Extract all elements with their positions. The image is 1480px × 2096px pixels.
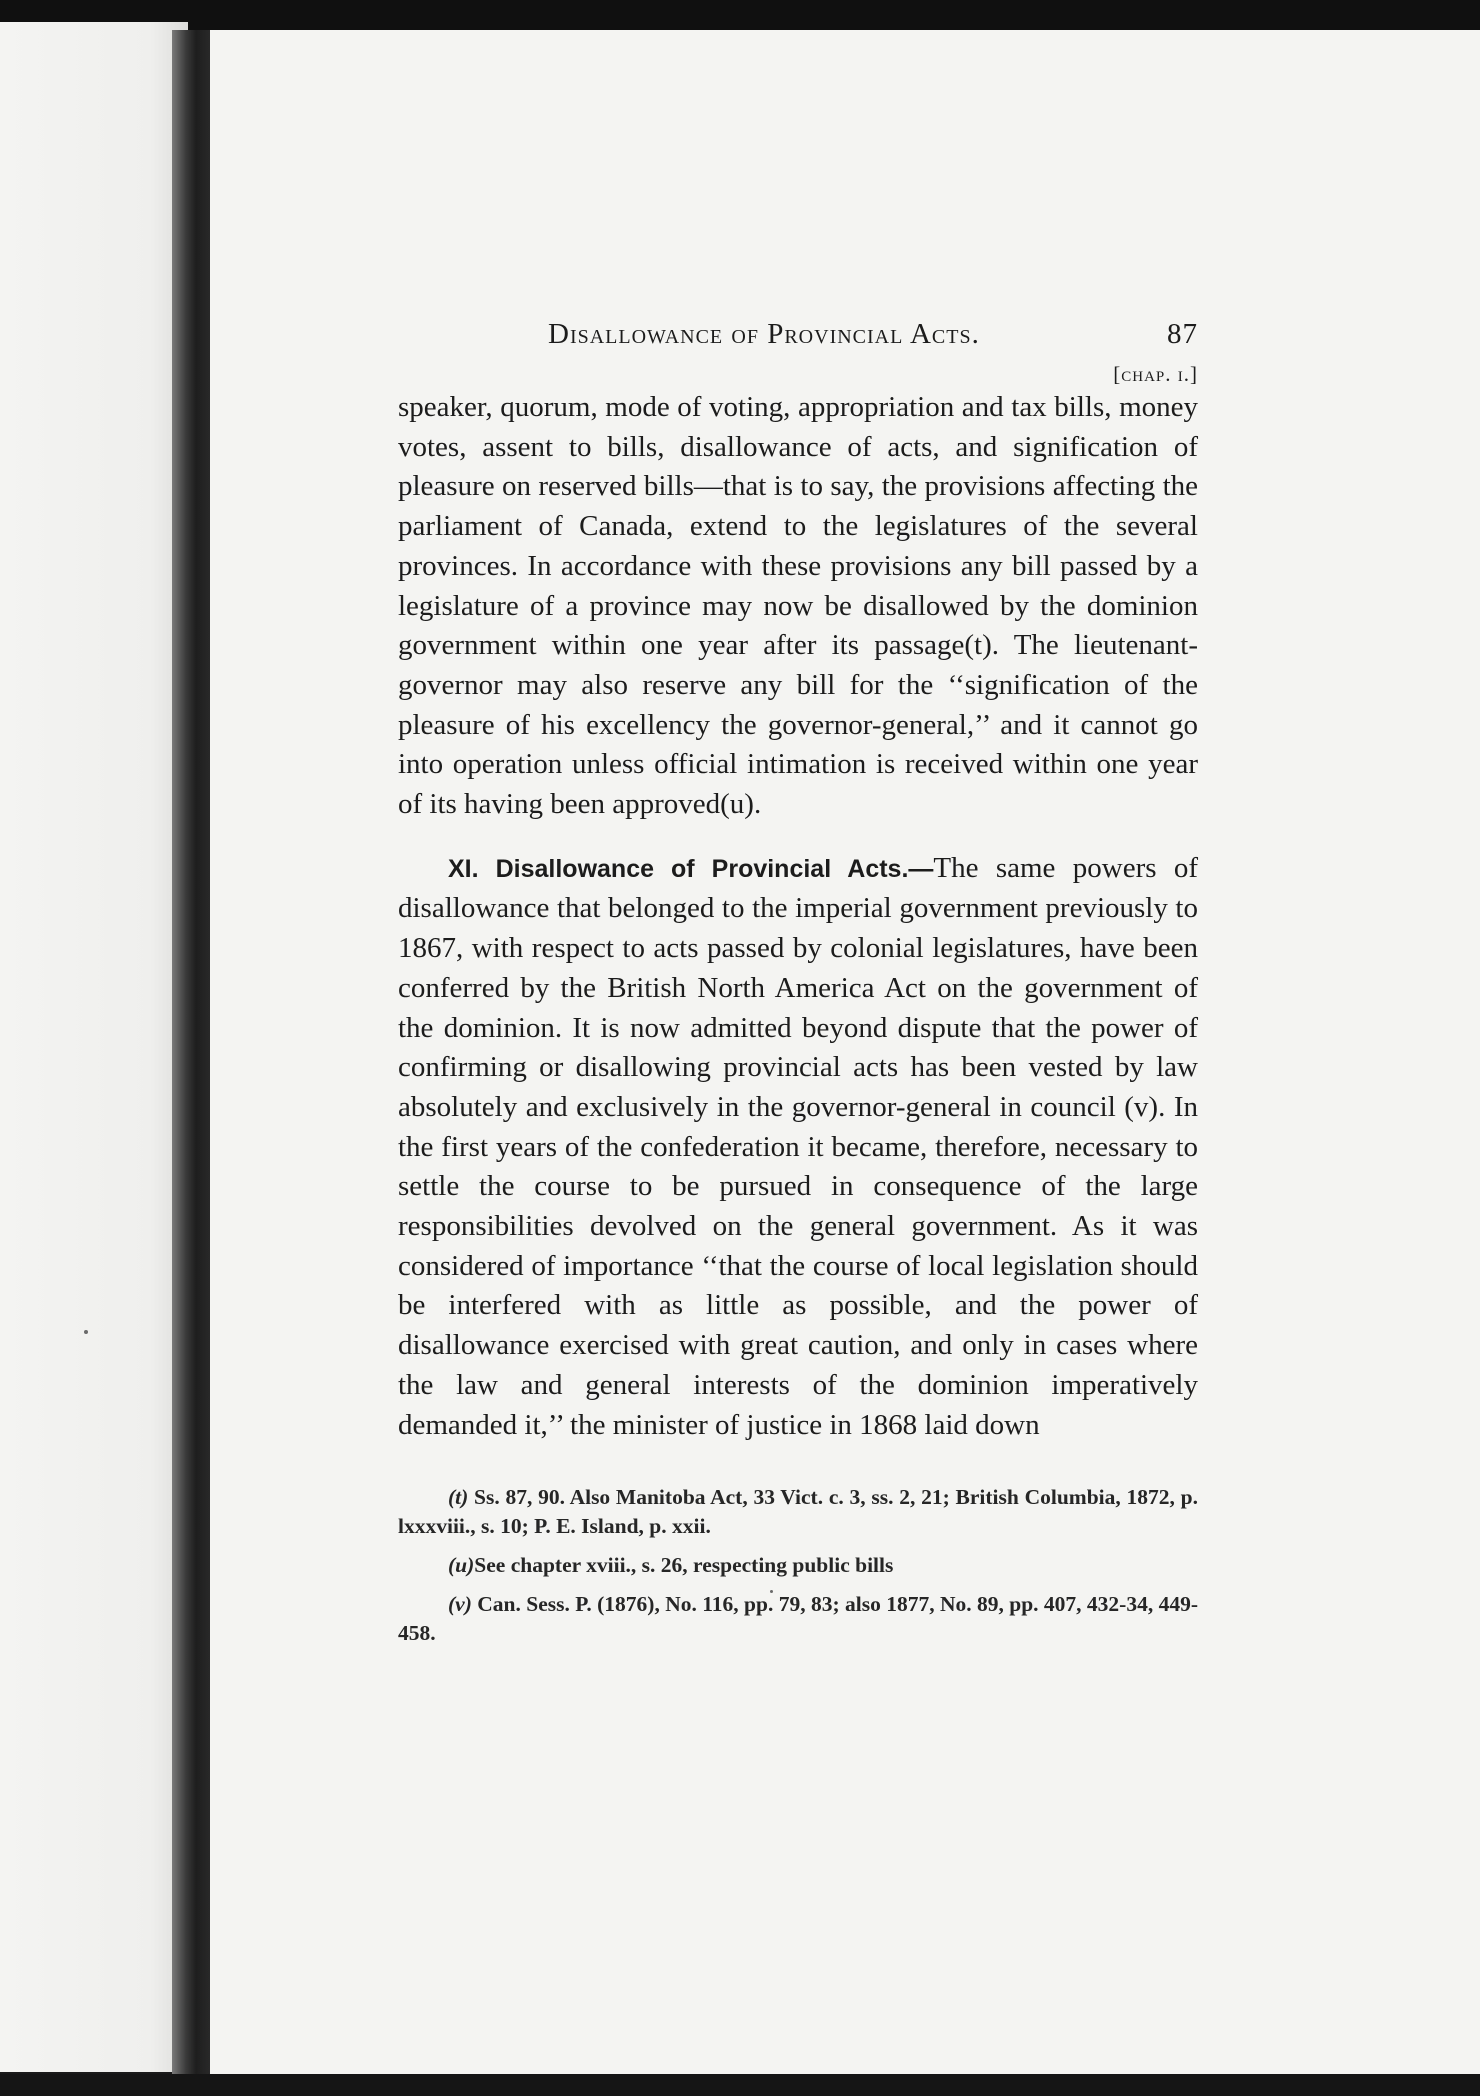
footnote-text: See chapter xviii., s. 26, respecting public bills xyxy=(474,1553,894,1578)
footnotes xyxy=(398,1483,1198,1648)
footnote-v xyxy=(398,1590,1198,1648)
scan-speck xyxy=(84,1330,88,1334)
footnote-mark: (v) xyxy=(448,1592,472,1617)
footnote-t xyxy=(398,1483,1198,1541)
facing-page-edge xyxy=(0,22,188,2072)
running-title: Disallowance of Provincial Acts. xyxy=(548,318,980,350)
scan-bottom-edge xyxy=(0,2074,1480,2096)
running-head xyxy=(398,318,1198,358)
chapter-reference: [chap. i.] xyxy=(1113,362,1198,386)
body-paragraph: speaker, quorum, mode of voting, appropriation and tax bills, money votes, assent to bills, disallowance of acts, and signification of pleasure on reserved bills—that is to say, the provisions affecting the parliament of Canada, extend to the legislatures of the several provinces. In accordance with these provisions any bill passed by a legislature of a province may now be disallowed by the dominion government within one year after its passage(t). The lieutenant-governor may also reserve any bill for the ‘‘signification of the pleasure of his excellency the governor-general,’’ and it cannot go into operation unless official intimation is received within one year of its having been approved(u). xyxy=(398,391,1198,821)
book-gutter xyxy=(172,30,212,2080)
section-body-text: The same powers of disallowance that belonged to the imperial government previously to 1867, with respect to acts passed by colonial legislatures, have been conferred by the British North America Act on the government of the dominion. It is now admitted beyond dispute that the power of confirming or disallowing provincial acts has been vested by law absolutely and exclusively in the governor-general in council (v). In the first years of the confederation it became, therefore, necessary to settle the course to be pursued in consequence of the large responsibilities devolved on the general government. As it was considered of importance ‘‘that the course of local legislation should be interfered with as little as possible, and the power of disallowance exercised with great caution, and only in cases where the law and general interests of the dominion imperatively demanded it,’’ the minister of justice in 1868 laid down xyxy=(398,851,1199,1441)
page-text xyxy=(398,318,1198,1658)
footnote-u xyxy=(398,1551,1198,1580)
footnote-mark: (t) xyxy=(448,1485,469,1510)
footnote-text: Can. Sess. P. (1876), No. 116, pp. 79, 83; also 1877, No. 89, pp. 407, 432-34, 449-458. xyxy=(398,1592,1198,1646)
section-heading: XI. Disallowance of Provincial Acts.— xyxy=(448,854,934,883)
footnote-text: Ss. 87, 90. Also Manitoba Act, 33 Vict. c. 3, ss. 2, 21; British Columbia, 1872, p. lxxxviii., s. 10; P. E. Island, p. xxii. xyxy=(398,1485,1198,1539)
section-paragraph xyxy=(398,849,1198,1446)
scan-top-edge xyxy=(0,0,1480,32)
footnote-mark: (u) xyxy=(448,1553,475,1578)
page-number: 87 xyxy=(1167,318,1198,350)
